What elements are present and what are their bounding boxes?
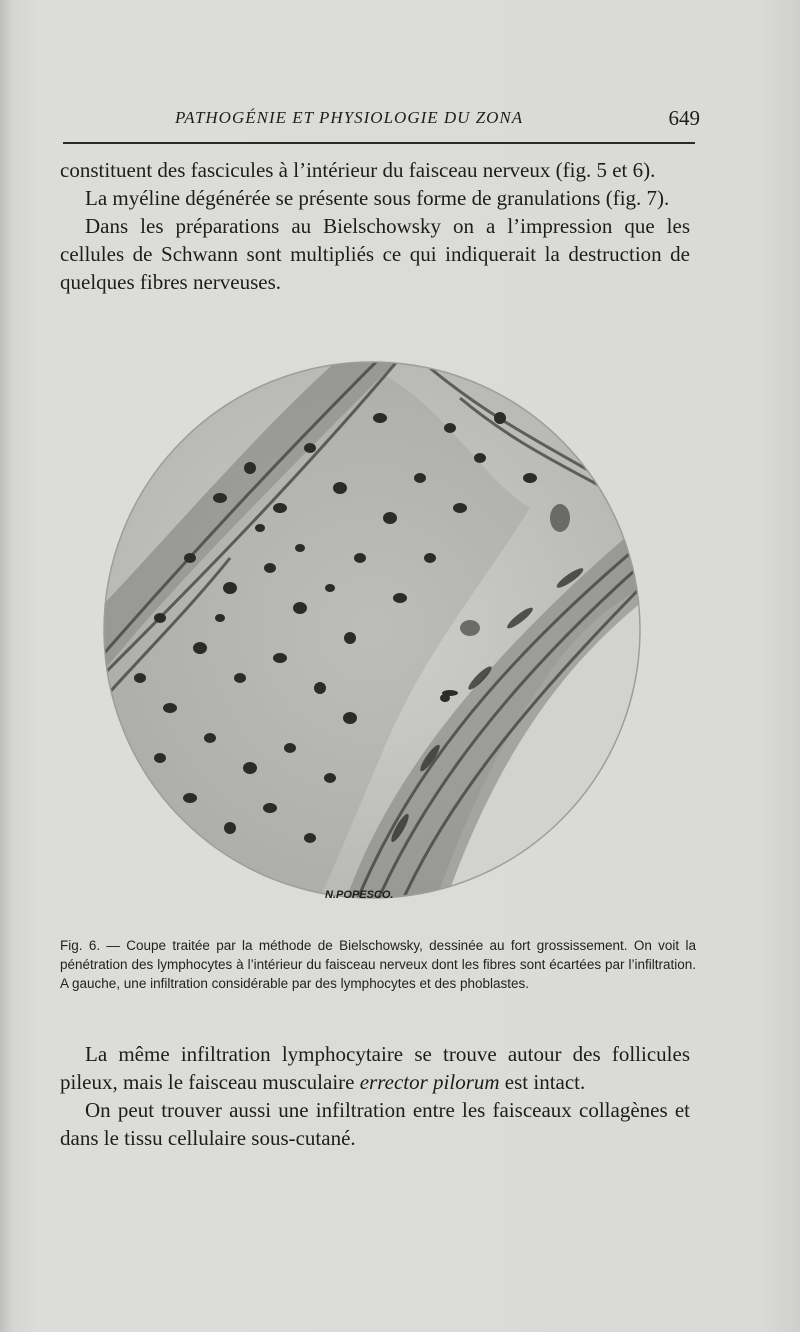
paragraph-1: constituent des fascicules à l’intérieur du faisceau nerveux (fig. 5 et 6). [60, 158, 656, 182]
artist-signature: N.POPESCO. [325, 889, 394, 901]
paragraph-2: La myéline dégénérée se présente sous forme de granulations (fig. 7). [85, 186, 670, 210]
muscle-name-italic: errector pilorum [359, 1070, 500, 1094]
paragraph-3: Dans les préparations au Bielschowsky on a l’impression que les cellules de Schwann sont multipliés ce qui indiquerait la destruction de quelques fibres nerveuses. [60, 214, 690, 294]
body-text-top [60, 156, 690, 296]
header-rule [63, 142, 695, 144]
figure-caption: Fig. 6. — Coupe traitée par la méthode de Bielschowsky, dessinée au fort grossissement. On voit la pénétration des lymphocytes à l’intérieur du faisceau nerveux dont les fibres sont écartées par l’infiltration. A gauche, une infiltration considérable par des lymphocytes et des phoblastes. [60, 938, 696, 991]
paragraph-5: On peut trouver aussi une infiltration entre les faisceaux collagènes et dans le tissu cellulaire sous-cutané. [60, 1098, 690, 1150]
running-title: PATHOGÉNIE ET PHYSIOLOGIE DU ZONA [175, 108, 524, 127]
paragraph-4 [60, 1040, 690, 1096]
body-text-bottom [60, 1040, 690, 1152]
histology-figure [100, 358, 650, 908]
paragraph-4-part-2: est intact. [499, 1070, 586, 1094]
page-number: 649 [668, 106, 700, 130]
paragraph-4-part-1: La même infiltration lymphocytaire se trouve autour des follicules pileux, mais le faisceau musculaire [60, 1042, 690, 1094]
running-head [60, 104, 700, 134]
micrograph-illustration [100, 358, 650, 908]
